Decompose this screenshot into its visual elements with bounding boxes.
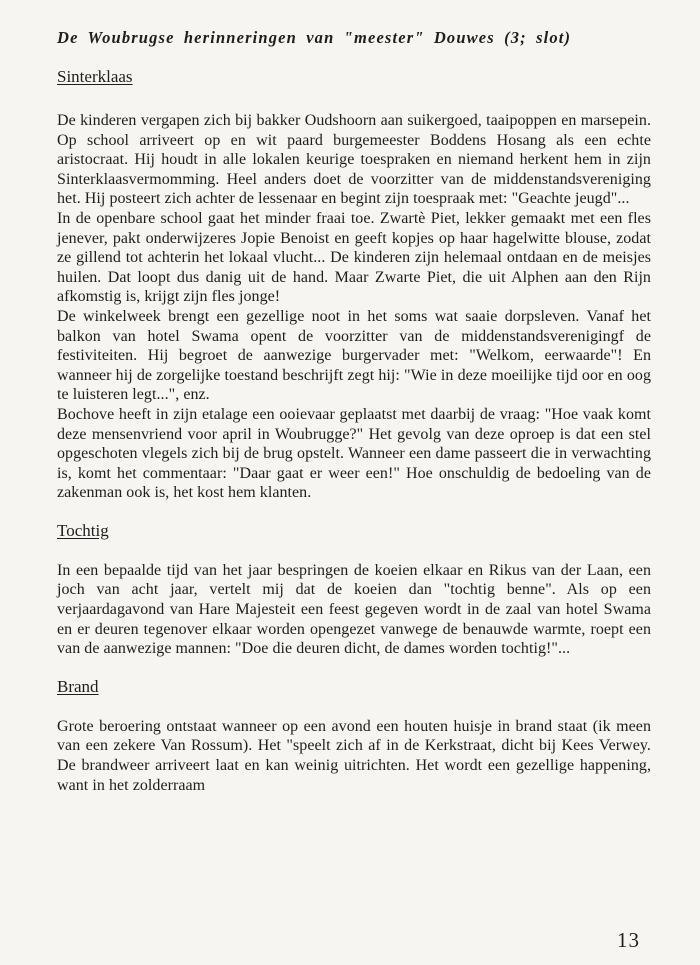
paragraph: Grote beroering ontstaat wanneer op een avond een houten huisje in brand staat (ik meen van een zekere Van Rossum). Het "speelt zich af in de Kerkstraat, dicht bij Kees Verwey. De brandweer arriveert laat en kan weinig uitrichten. Het wordt een gezellige happening, want in het zolderraam (57, 717, 651, 794)
paragraph: In een bepaalde tijd van het jaar bespringen de koeien elkaar en Rikus van der Laan, een joch van acht jaar, vertelt mij dat de koeien dan "tochtig benne". Als op een verjaardagavond van Hare Majesteit een feest gegeven wordt in de zaal van hotel Swama en er deuren tegenover elkaar worden opengezet vanwege de benauwde warmte, roept een van de aanwezige mannen: "Doe die deuren dicht, de dames worden tochtig!"... (57, 561, 651, 658)
section-heading-brand: Brand (57, 676, 99, 696)
section-heading-sinterklaas: Sinterklaas (57, 67, 133, 86)
paragraph: In de openbare school gaat het minder fraai toe. Zwartè Piet, lekker gemaakt met een fles jenever, pakt onderwijzeres Jopie Benoist en geeft kopjes op haar hagelwitte blouse, zodat ze gillend tot achterin het lokaal vlucht... De kinderen zijn helemaal ontdaan en de meisjes huilen. Dat loopt dus danig uit de hand. Maar Zwarte Piet, die uit Alphen aan den Rijn afkomstig is, krijgt zijn fles jonge! (57, 209, 651, 306)
paragraph: De kinderen vergapen zich bij bakker Oudshoorn aan suikergoed, taaipoppen en marsepein. Op school arriveert op en wit paard burgemeester Boddens Hosang als een echte aristocraat. Hij houdt in alle lokalen keurige toespraken en niemand herkent hem in zijn Sinterklaasvermomming. Heel anders doet de voorzitter van de middenstandsvereniging het. Hij posteert zich achter de lessenaar en begint zijn toespraak met: "Geachte jeugd"... (57, 112, 651, 208)
paragraph: De winkelweek brengt een gezellige noot in het soms wat saaie dorpsleven. Vanaf het balkon van hotel Swama opent de voorzitter van de middenstandsverenigingf de festiviteiten. Hij begroet de aanwezige burgervader met: "Welkom, eerwaarde"! En wanneer hij de zorgelijke toestand beschrijft zegt hij: "Wie in deze moeilijke tijd oor en oog te luisteren legt...", enz. (57, 307, 651, 404)
article-title: De Woubrugse herinneringen van "meester" Douwes (3; slot) (57, 28, 572, 47)
page-number: 13 (617, 928, 640, 952)
section-heading-tochtig: Tochtig (57, 520, 109, 540)
paragraph: Bochove heeft in zijn etalage een ooievaar geplaatst met daarbij de vraag: "Hoe vaak komt deze mensenvriend voor april in Woubrugge?" Het gevolg van deze oproep is dat een stel opgeschoten vlegels zich bij de brug opstelt. Wanneer een dame passeert die in verwachting is, komt het commentaar: "Daar gaat er weer een!" Hoe onschuldig de bedoeling van de zakenman ook is, het kost hem klanten. (57, 405, 651, 502)
document-page (57, 22, 651, 795)
